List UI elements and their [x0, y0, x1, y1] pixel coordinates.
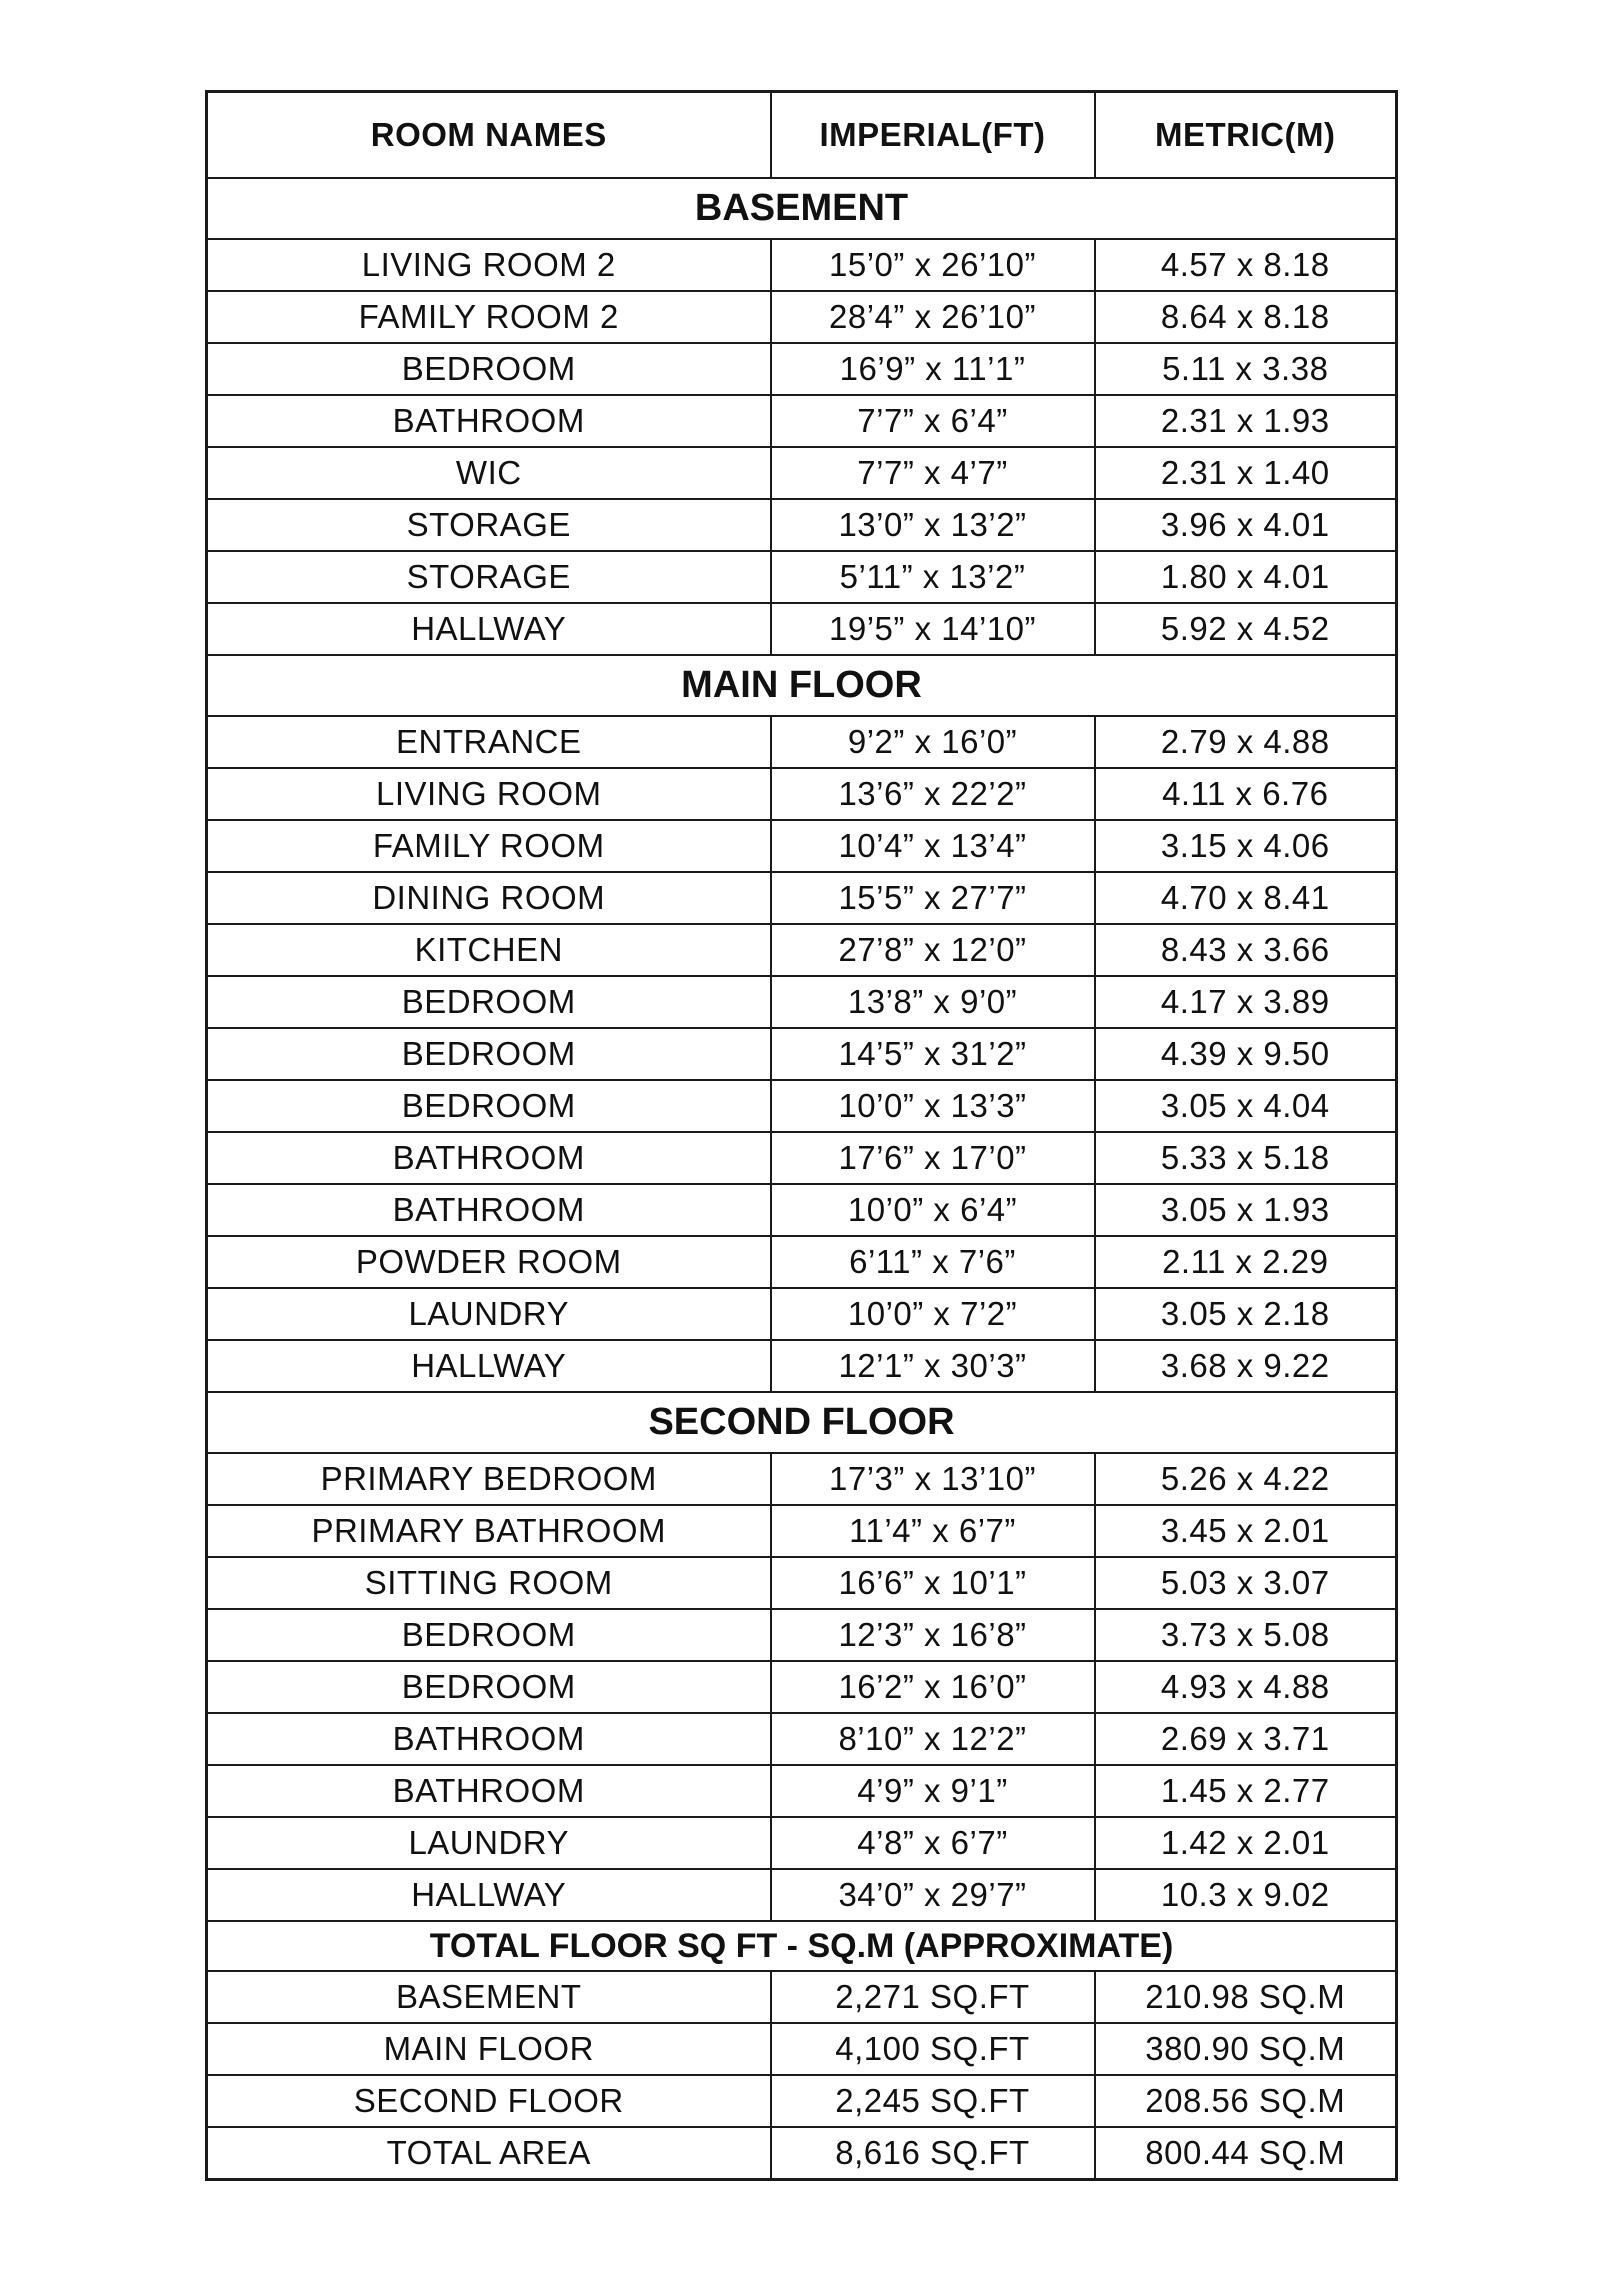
metric-cell: 1.45 x 2.77	[1095, 1765, 1397, 1817]
imperial-cell: 15’5” x 27’7”	[771, 872, 1095, 924]
imperial-cell: 16’2” x 16’0”	[771, 1661, 1095, 1713]
metric-cell: 5.03 x 3.07	[1095, 1557, 1397, 1609]
metric-cell: 4.39 x 9.50	[1095, 1028, 1397, 1080]
room-name-cell: FAMILY ROOM	[207, 820, 771, 872]
metric-cell: 3.05 x 1.93	[1095, 1184, 1397, 1236]
room-name-cell: BEDROOM	[207, 1080, 771, 1132]
table-row	[207, 395, 1397, 447]
table-row	[207, 1817, 1397, 1869]
room-name-cell: FAMILY ROOM 2	[207, 291, 771, 343]
room-name-cell: STORAGE	[207, 551, 771, 603]
table-row	[207, 820, 1397, 872]
table-row	[207, 2075, 1397, 2127]
table-row	[207, 1765, 1397, 1817]
imperial-cell: 19’5” x 14’10”	[771, 603, 1095, 655]
table-row	[207, 1340, 1397, 1392]
room-name-cell: SITTING ROOM	[207, 1557, 771, 1609]
room-name-cell: KITCHEN	[207, 924, 771, 976]
imperial-cell: 15’0” x 26’10”	[771, 239, 1095, 291]
room-name-cell: HALLWAY	[207, 1869, 771, 1921]
table-row	[207, 1288, 1397, 1340]
room-name-cell: PRIMARY BATHROOM	[207, 1505, 771, 1557]
table-row	[207, 768, 1397, 820]
room-name-cell: BASEMENT	[207, 1971, 771, 2023]
metric-cell: 10.3 x 9.02	[1095, 1869, 1397, 1921]
imperial-cell: 2,245 SQ.FT	[771, 2075, 1095, 2127]
section-title: BASEMENT	[207, 178, 1397, 239]
metric-cell: 2.31 x 1.40	[1095, 447, 1397, 499]
table-row	[207, 924, 1397, 976]
totals-header-row	[207, 1921, 1397, 1971]
imperial-cell: 8’10” x 12’2”	[771, 1713, 1095, 1765]
table-row	[207, 447, 1397, 499]
table-row	[207, 716, 1397, 768]
metric-cell: 3.73 x 5.08	[1095, 1609, 1397, 1661]
room-name-cell: LAUNDRY	[207, 1817, 771, 1869]
metric-cell: 1.80 x 4.01	[1095, 551, 1397, 603]
imperial-cell: 11’4” x 6’7”	[771, 1505, 1095, 1557]
imperial-cell: 4,100 SQ.FT	[771, 2023, 1095, 2075]
totals-title: TOTAL FLOOR SQ FT - SQ.M (APPROXIMATE)	[207, 1921, 1397, 1971]
table-row	[207, 1132, 1397, 1184]
metric-cell: 2.79 x 4.88	[1095, 716, 1397, 768]
imperial-cell: 13’0” x 13’2”	[771, 499, 1095, 551]
imperial-cell: 17’6” x 17’0”	[771, 1132, 1095, 1184]
imperial-cell: 10’0” x 6’4”	[771, 1184, 1095, 1236]
metric-cell: 4.17 x 3.89	[1095, 976, 1397, 1028]
imperial-cell: 27’8” x 12’0”	[771, 924, 1095, 976]
room-name-cell: BATHROOM	[207, 1713, 771, 1765]
table-row	[207, 1080, 1397, 1132]
imperial-cell: 12’1” x 30’3”	[771, 1340, 1095, 1392]
room-name-cell: BATHROOM	[207, 1184, 771, 1236]
table-row	[207, 291, 1397, 343]
room-name-cell: DINING ROOM	[207, 872, 771, 924]
section-header-row	[207, 1392, 1397, 1453]
imperial-cell: 9’2” x 16’0”	[771, 716, 1095, 768]
metric-cell: 2.11 x 2.29	[1095, 1236, 1397, 1288]
metric-cell: 2.31 x 1.93	[1095, 395, 1397, 447]
room-name-cell: TOTAL AREA	[207, 2127, 771, 2180]
table-row	[207, 1609, 1397, 1661]
room-name-cell: BATHROOM	[207, 395, 771, 447]
table-row	[207, 2127, 1397, 2180]
table-body	[207, 178, 1397, 2180]
table-row	[207, 1236, 1397, 1288]
room-name-cell: WIC	[207, 447, 771, 499]
metric-cell: 4.11 x 6.76	[1095, 768, 1397, 820]
table-row	[207, 551, 1397, 603]
imperial-cell: 13’6” x 22’2”	[771, 768, 1095, 820]
imperial-cell: 7’7” x 4’7”	[771, 447, 1095, 499]
imperial-cell: 6’11” x 7’6”	[771, 1236, 1095, 1288]
imperial-cell: 17’3” x 13’10”	[771, 1453, 1095, 1505]
table-row	[207, 239, 1397, 291]
table-row	[207, 1184, 1397, 1236]
table-row	[207, 2023, 1397, 2075]
imperial-cell: 13’8” x 9’0”	[771, 976, 1095, 1028]
section-title: MAIN FLOOR	[207, 655, 1397, 716]
imperial-cell: 4’8” x 6’7”	[771, 1817, 1095, 1869]
imperial-cell: 10’0” x 7’2”	[771, 1288, 1095, 1340]
table-row	[207, 1661, 1397, 1713]
table-row	[207, 1713, 1397, 1765]
metric-cell: 8.64 x 8.18	[1095, 291, 1397, 343]
room-dimensions-table	[205, 90, 1398, 2181]
room-name-cell: BEDROOM	[207, 976, 771, 1028]
metric-cell: 208.56 SQ.M	[1095, 2075, 1397, 2127]
metric-cell: 3.96 x 4.01	[1095, 499, 1397, 551]
imperial-cell: 4’9” x 9’1”	[771, 1765, 1095, 1817]
room-name-cell: LIVING ROOM	[207, 768, 771, 820]
imperial-cell: 7’7” x 6’4”	[771, 395, 1095, 447]
table-row	[207, 603, 1397, 655]
metric-cell: 3.05 x 4.04	[1095, 1080, 1397, 1132]
room-name-cell: BEDROOM	[207, 1661, 771, 1713]
metric-cell: 1.42 x 2.01	[1095, 1817, 1397, 1869]
metric-cell: 4.57 x 8.18	[1095, 239, 1397, 291]
table-row	[207, 1505, 1397, 1557]
table-row	[207, 343, 1397, 395]
imperial-cell: 14’5” x 31’2”	[771, 1028, 1095, 1080]
room-name-cell: BATHROOM	[207, 1765, 771, 1817]
table-row	[207, 499, 1397, 551]
room-name-cell: LIVING ROOM 2	[207, 239, 771, 291]
room-name-cell: PRIMARY BEDROOM	[207, 1453, 771, 1505]
imperial-cell: 5’11” x 13’2”	[771, 551, 1095, 603]
metric-cell: 8.43 x 3.66	[1095, 924, 1397, 976]
section-header-row	[207, 178, 1397, 239]
metric-cell: 3.68 x 9.22	[1095, 1340, 1397, 1392]
header-row	[207, 92, 1397, 179]
metric-cell: 3.45 x 2.01	[1095, 1505, 1397, 1557]
metric-cell: 3.15 x 4.06	[1095, 820, 1397, 872]
table-row	[207, 1869, 1397, 1921]
metric-cell: 4.70 x 8.41	[1095, 872, 1397, 924]
room-name-cell: BEDROOM	[207, 343, 771, 395]
room-name-cell: BEDROOM	[207, 1609, 771, 1661]
table-row	[207, 976, 1397, 1028]
metric-cell: 5.11 x 3.38	[1095, 343, 1397, 395]
room-name-cell: HALLWAY	[207, 1340, 771, 1392]
table-row	[207, 1971, 1397, 2023]
imperial-cell: 34’0” x 29’7”	[771, 1869, 1095, 1921]
room-name-cell: HALLWAY	[207, 603, 771, 655]
room-name-cell: ENTRANCE	[207, 716, 771, 768]
section-title: SECOND FLOOR	[207, 1392, 1397, 1453]
imperial-cell: 12’3” x 16’8”	[771, 1609, 1095, 1661]
metric-cell: 5.92 x 4.52	[1095, 603, 1397, 655]
table-row	[207, 1453, 1397, 1505]
metric-cell: 4.93 x 4.88	[1095, 1661, 1397, 1713]
metric-cell: 3.05 x 2.18	[1095, 1288, 1397, 1340]
room-name-cell: STORAGE	[207, 499, 771, 551]
metric-cell: 5.33 x 5.18	[1095, 1132, 1397, 1184]
room-name-cell: SECOND FLOOR	[207, 2075, 771, 2127]
room-name-cell: BEDROOM	[207, 1028, 771, 1080]
metric-cell: 380.90 SQ.M	[1095, 2023, 1397, 2075]
header-imperial: IMPERIAL(FT)	[771, 92, 1095, 179]
metric-cell: 800.44 SQ.M	[1095, 2127, 1397, 2180]
section-header-row	[207, 655, 1397, 716]
metric-cell: 5.26 x 4.22	[1095, 1453, 1397, 1505]
table-row	[207, 1028, 1397, 1080]
table-row	[207, 1557, 1397, 1609]
room-name-cell: BATHROOM	[207, 1132, 771, 1184]
imperial-cell: 8,616 SQ.FT	[771, 2127, 1095, 2180]
imperial-cell: 16’6” x 10’1”	[771, 1557, 1095, 1609]
header-metric: METRIC(M)	[1095, 92, 1397, 179]
imperial-cell: 10’4” x 13’4”	[771, 820, 1095, 872]
room-name-cell: MAIN FLOOR	[207, 2023, 771, 2075]
header-room-names: ROOM NAMES	[207, 92, 771, 179]
imperial-cell: 10’0” x 13’3”	[771, 1080, 1095, 1132]
metric-cell: 210.98 SQ.M	[1095, 1971, 1397, 2023]
room-name-cell: LAUNDRY	[207, 1288, 771, 1340]
imperial-cell: 16’9” x 11’1”	[771, 343, 1095, 395]
metric-cell: 2.69 x 3.71	[1095, 1713, 1397, 1765]
imperial-cell: 2,271 SQ.FT	[771, 1971, 1095, 2023]
table-row	[207, 872, 1397, 924]
room-name-cell: POWDER ROOM	[207, 1236, 771, 1288]
imperial-cell: 28’4” x 26’10”	[771, 291, 1095, 343]
